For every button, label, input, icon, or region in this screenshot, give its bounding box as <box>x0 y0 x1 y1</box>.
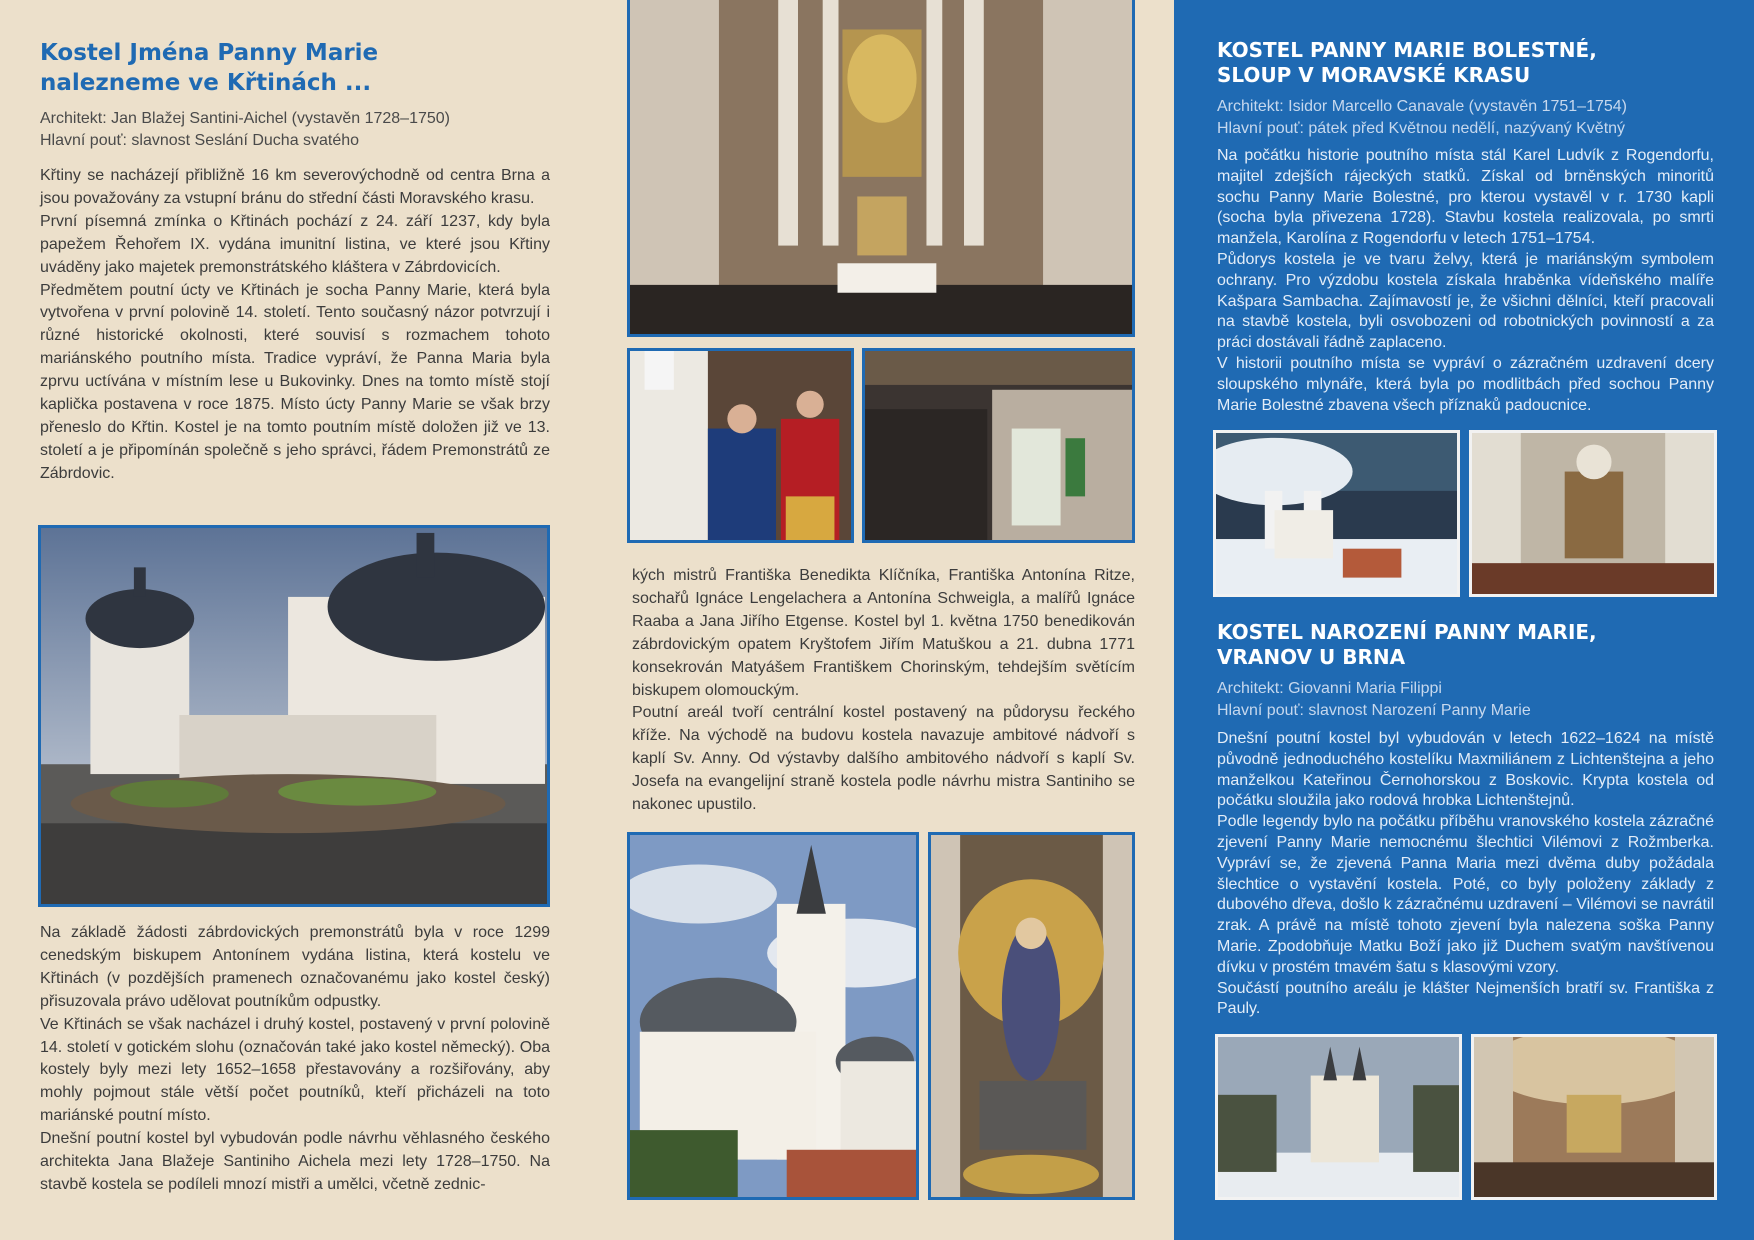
sloup-architect: Architekt: Isidor Marcello Canavale (vystavěn 1751–1754) <box>1217 98 1627 115</box>
krtiny-church-exterior-photo <box>38 525 550 907</box>
pilgrims-blessing-photo <box>627 348 854 543</box>
krtiny-heading-line1: Kostel Jména Panny Marie <box>40 40 379 66</box>
krtiny-heading <box>40 38 520 98</box>
sloup-pilgrimage: Hlavní pouť: pátek před Květnou nedělí, nazývaný Květný <box>1217 120 1626 137</box>
vranov-architect: Architekt: Giovanni Maria Filippi <box>1217 680 1442 697</box>
vranov-meta <box>1217 678 1717 722</box>
mass-procession-photo <box>862 348 1135 543</box>
krtiny-text-bottom: Na základě žádosti zábrdovických premonstrátů byla v roce 1299 cenedským biskupem Antonínem vydána listina, která kostelu ve Křtinách (v pozdějších pramenech označovanému jako kostel český) přisuzovala právo udělovat poutníkům odpustky. Ve Křtinách se však nacházel i druhý kostel, postavený v první polovině 14. století v gotickém slohu (označován také jako kostel německý). Oba kostely byly mezi lety 1652–1658 přestavovány a rozšiřovány, aby mohly pojmout stále větší počet poutníků, kteří přicházeli na toto mariánské poutní místo. Dnešní poutní kostel byl vybudován podle návrhu věhlasného českého architekta Jana Blažeje Santiniho Aichela mezi lety 1728–1750. Na stavbě kostela se podíleli mnozí mistři a umělci, včetně zednic- <box>40 924 550 1193</box>
sloup-text: Na počátku historie poutního místa stál Karel Ludvík z Rogendorfu, majitel zdejších rájeckých statků. Získal od brněnských minoritů sochu Panny Marie Bolestné, pro kterou vystavěl v r. 1730 kapli (socha byla přivezena 1728). Stavbu kostela realizovala, po smrti manžela, Karolína z Rogendorfu v letech 1751–1754. Půdorys kostela je ve tvaru želvy, která je mariánským symbolem ochrany. Pro výzdobu kostela získala hraběnka vídeňského malíře Kašpara Sambacha. Zajímavostí je, že všichni dělníci, kteří pracovali na stavbě kostela, byli osvobozeni od robotnických povinností a za práci dostávali řádně zaplaceno. V historii poutního místa se vypráví o zázračném uzdravení dcery sloupského mlynáře, která byla po modlitbách před sochou Panny Marie Bolestné zbavena všech příznaků padoucnice. <box>1217 147 1714 414</box>
krtiny-towers-photo <box>627 832 919 1200</box>
vranov-pilgrimage: Hlavní pouť: slavnost Narození Panny Marie <box>1217 702 1531 719</box>
krtiny-pilgrimage: Hlavní pouť: slavnost Seslání Ducha svatého <box>40 132 360 149</box>
vranov-text: Dnešní poutní kostel byl vybudován v letech 1622–1624 na místě původně jednoduchého kostelíku Maxmiliánem z Lichtenštejna a jeho manželkou Kateřinou Černohorskou z Boskovic. Krypta kostela od počátku sloužila jako rodová hrobka Lichtenštejnů. Podle legendy bylo na počátku příběhu vranovského kostela zázračné zjevení Panny Marie nemocnému šlechtici Vilémovi z Rožmberka. Vypráví se, že zjevená Panna Maria mezi dvěma duby požádala šlechtice o vystavění kostela. Poté, co byly položeny základy z dubového dřeva, došlo k zázračnému uzdravení – Vilémovi se navrátil zrak. A právě na místě tohoto zjevení byla nalezena soška Panny Marie. Zpodobňuje Matku Boží jako již Duchem svatým navštívenou dívku v prostém tmavém šatu s klasovými vzory. Součástí poutního areálu je klášter Nejmenších bratří sv. Františka z Pauly. <box>1217 730 1714 1018</box>
krtiny-architect: Architekt: Jan Blažej Santini-Aichel (vystavěn 1728–1750) <box>40 110 450 127</box>
krtiny-meta <box>40 108 550 152</box>
krtiny-text-top: Křtiny se nacházejí přibližně 16 km severovýchodně od centra Brna a jsou považovány za vstupní bránu do střední části Moravského krasu. První písemná zmínka o Křtinách pochází z 24. září 1237, kdy byla papežem Řehořem IX. vydána imunitní listina, ve které jsou Křtiny uváděny jako majetek premonstrátského kláštera v Zábrdovicích. Předmětem poutní úcty ve Křtinách je socha Panny Marie, která byla vytvořena v první polovině 14. století. Tento současný názor potvrzují i různé historické okolnosti, které souvisí s rozmachem tohoto mariánského poutního místa. Tradice vypráví, že Panna Maria byla zprvu uctívána v místním lese u Bukovinky. Dnes na tomto místě stojí kaplička postavena v roce 1875. Místo úcty Panny Marie se však brzy přeneslo do Křtin. Kostel je na tomto poutním místě doložen již ve 13. století a je připomínán společně s jeho správci, řádem Premonstrátů ze Zábrdovic. <box>40 167 550 482</box>
sloup-interior-photo <box>1469 430 1717 597</box>
sloup-heading-line2: SLOUP V MORAVSKÉ KRASU <box>1217 63 1531 87</box>
vranov-heading <box>1217 620 1717 670</box>
sloup-heading <box>1217 38 1717 88</box>
vranov-heading-line2: VRANOV U BRNA <box>1217 645 1406 669</box>
vranov-winter-church-photo <box>1215 1034 1462 1200</box>
sloup-winter-village-photo <box>1213 430 1460 597</box>
krtiny-interior-altar-photo <box>627 0 1135 337</box>
vranov-heading-line1: KOSTEL NAROZENÍ PANNY MARIE, <box>1217 620 1597 644</box>
vranov-interior-photo <box>1471 1034 1717 1200</box>
middle-text: kých mistrů Františka Benedikta Klíčníka, Františka Antonína Ritze, sochařů Ignáce Lengelachera a Antonína Schweigla, a malířů Ignáce Raaba a Jana Jiřího Etgense. Kostel byl 1. května 1750 benedikován zábrdovickým opatem Kryštofem Jiřím Matuškou a 21. dubna 1771 konsekrován Matyášem Františkem Chorinským, tehdejším světícím biskupem olomouckým. Poutní areál tvoří centrální kostel postavený na půdorysu řeckého kříže. Na východě na budovu kostela navazuje ambitové nádvoří s kaplí Sv. Anny. Od výstavby dalšího ambitového nádvoří s kaplí Sv. Josefa na evangelijní straně kostela podle návrhu mistra Santiniho se nakonec upustilo. <box>632 567 1135 814</box>
madonna-statue-photo <box>928 832 1135 1200</box>
sloup-meta <box>1217 96 1717 140</box>
sloup-heading-line1: KOSTEL PANNY MARIE BOLESTNÉ, <box>1217 38 1597 62</box>
krtiny-heading-line2: nalezneme ve Křtinách ... <box>40 70 372 96</box>
